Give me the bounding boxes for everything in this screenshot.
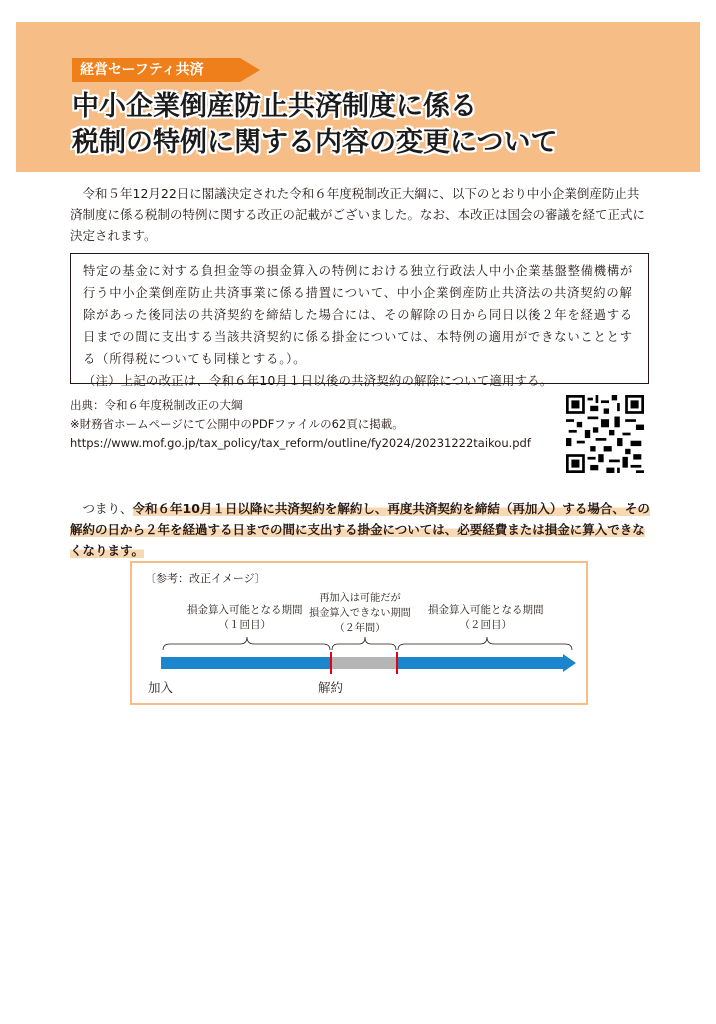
- source-note: ※財務省ホームページにて公開中のPDFファイルの62頁に掲載。: [70, 417, 404, 431]
- period-2-line-3: （２年間）: [334, 623, 386, 634]
- summary-lead: つまり、: [82, 501, 133, 516]
- period-3-count: （２回目）: [459, 619, 512, 631]
- category-tag: 経営セーフティ共済: [72, 58, 240, 82]
- quote-body: 特定の基金に対する負担金等の損金算入の特例における独立行政法人中小企業基盤整備機構が行う中小企業倒産防止共済事業に係る措置について、中小企業倒産防止共済法の共済契約の解除があった後同法の共済契約を締結した場合には、その解除の日から同日以後２年を経過する日までの間に支出する当該共済契約に係る掛金については、本特例の適用ができないこととする（所得税についても同様とする。）。: [83, 264, 634, 366]
- period-2-line-1: 再加入は可能だが: [319, 593, 401, 604]
- brace-period-2: [332, 637, 396, 650]
- intro-paragraph: 令和５年12月22日に閣議決定された令和６年度税制改正大綱に、以下のとおり中小企業倒産防止共済制度に係る税制の特例に関する改正の記載がございました。なお、本改正は国会の審議を経て正式に決定されます。: [70, 186, 646, 243]
- quote-note: （注）上記の改正は、令和６年10月１日以後の共済契約の解除について適用する。: [83, 374, 553, 388]
- bar-period-1: [161, 657, 331, 669]
- diagram-reference-label: 〔参考：改正イメージ〕: [145, 572, 266, 585]
- cancel-marker: [330, 652, 332, 674]
- title-line-2: 税制の特例に関する内容の変更について: [72, 127, 558, 158]
- timeline-arrowhead: [563, 654, 576, 672]
- bar-period-3: [397, 657, 563, 669]
- rejoin-marker: [396, 652, 398, 674]
- brace-period-3: [398, 637, 572, 650]
- join-label: 加入: [148, 680, 174, 695]
- summary-highlight: 令和６年10月１日以降に共済契約を解約し、再度共済契約を締結（再加入）する場合、その解約の日から２年を経過する日までの間に支出する掛金については、必要経費または損金に算入できなくなります。: [70, 501, 650, 558]
- source-title: 出典：令和６年度税制改正の大綱: [70, 398, 243, 412]
- brace-period-1: [163, 637, 330, 650]
- period-3-title: 損金算入可能となる期間: [428, 604, 544, 616]
- cancel-label: 解約: [318, 680, 344, 695]
- period-1-title: 損金算入可能となる期間: [187, 604, 303, 616]
- period-1-count: （１回目）: [218, 619, 271, 631]
- source-url[interactable]: https://www.mof.go.jp/tax_policy/tax_reform/outline/fy2024/20231222taikou.pdf: [70, 436, 531, 450]
- bar-period-2: [331, 657, 397, 669]
- period-2-line-2: 損金算入できない期間: [309, 608, 411, 619]
- title-line-1: 中小企業倒産防止共済制度に係る: [72, 91, 477, 122]
